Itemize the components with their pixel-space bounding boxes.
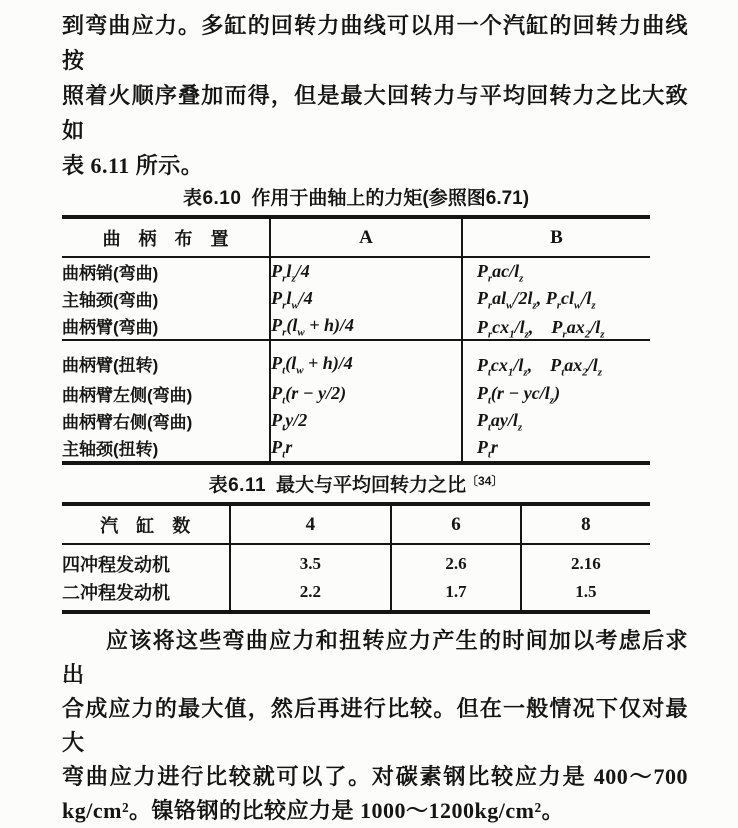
moments-formula-a: $P_r(l_w + h)/4$ — [270, 312, 462, 340]
closing-line: 应该将这些弯曲应力和扭转应力产生的时间加以考虑后求出 — [62, 628, 688, 687]
ratio-value: 3.5 — [230, 544, 392, 578]
ratio-table-caption-label: 表6.11 — [208, 475, 267, 496]
moments-formula-b: $P_tr$ — [462, 434, 650, 463]
moments-formula-b: $P_rcx_1/l_z$, $P_rax_2/l_z$ — [462, 312, 650, 340]
moments-formula-a: $P_rl_w/4$ — [270, 285, 462, 312]
moments-formula-b: $P_tay/l_z$ — [462, 407, 650, 434]
moments-formula-b: $P_ral_w/2l_z$, $P_rcl_w/l_z$ — [462, 285, 650, 312]
ratio-value: 2.16 — [521, 544, 650, 578]
ratio-value: 2.2 — [230, 578, 392, 612]
moments-row — [62, 380, 650, 407]
moments-row — [62, 257, 650, 285]
moments-row — [62, 312, 650, 340]
moments-row-label: 主轴颈(弯曲) — [62, 291, 159, 310]
moments-row — [62, 434, 650, 463]
moments-header-row — [62, 217, 650, 257]
moments-row-label: 曲柄臂(扭转) — [62, 340, 270, 380]
moments-table-caption-title: 作用于曲轴上的力矩(参照图6.71) — [251, 188, 530, 209]
ratio-header-row — [62, 504, 650, 544]
moments-row-label: 曲柄臂左侧(弯曲) — [62, 386, 193, 405]
ratio-row-label: 二冲程发动机 — [62, 583, 170, 603]
moments-col-arrangement: 曲 柄 布 置 — [62, 217, 270, 257]
ratio-row-label: 四冲程发动机 — [62, 555, 170, 575]
ratio-row — [62, 544, 650, 578]
intro-line: 表 6.11 所示。 — [62, 153, 204, 178]
moments-formula-a: $P_rl_z/4$ — [270, 257, 462, 285]
moments-formula-a: $P_t(l_w + h)/4$ — [270, 340, 462, 380]
moments-table — [62, 215, 650, 465]
ratio-row — [62, 578, 650, 612]
moments-formula-a: $P_t(r - y/2)$ — [270, 380, 462, 407]
moments-formula-b: $P_tcx_1/l_z$, $P_tax_2/l_z$ — [462, 340, 650, 380]
intro-line: 到弯曲应力。多缸的回转力曲线可以用一个汽缸的回转力曲线按 — [62, 13, 688, 73]
closing-line: 合成应力的最大值，然后再进行比较。但在一般情况下仅对最大 — [62, 696, 688, 755]
ratio-table-caption-superscript: 〔34〕 — [466, 474, 504, 488]
ratio-value: 2.6 — [391, 544, 520, 578]
moments-row — [62, 285, 650, 312]
moments-table-caption-label: 表6.10 — [182, 188, 242, 209]
moments-col-a: A — [270, 217, 462, 257]
ratio-col-6: 6 — [391, 504, 520, 544]
ratio-table — [62, 502, 650, 614]
ratio-col-cylinders: 汽 缸 数 — [62, 504, 230, 544]
ratio-table-caption-title: 最大与平均回转力之比 — [276, 475, 467, 496]
ratio-value: 1.7 — [391, 578, 520, 612]
moments-formula-a: $P_tr$ — [270, 434, 462, 463]
moments-formula-a: $P_ty/2$ — [270, 407, 462, 434]
moments-row-label: 曲柄臂右侧(弯曲) — [62, 413, 193, 432]
moments-formula-b: $P_rac/l_z$ — [462, 257, 650, 285]
moments-row — [62, 407, 650, 434]
ratio-col-8: 8 — [521, 504, 650, 544]
moments-row — [62, 340, 650, 380]
intro-line: 照着火顺序叠加而得，但是最大回转力与平均回转力之比大致如 — [62, 83, 688, 143]
ratio-col-4: 4 — [230, 504, 392, 544]
moments-formula-b: $P_t(r - yc/l_z)$ — [462, 380, 650, 407]
closing-line: kg/cm²。镍铬钢的比较应力是 1000～1200kg/cm²。 — [62, 798, 565, 823]
moments-row-label: 曲柄销(弯曲) — [62, 264, 159, 283]
moments-table-caption — [62, 188, 650, 210]
closing-line: 弯曲应力进行比较就可以了。对碳素钢比较应力是 400～700 — [62, 764, 688, 789]
moments-row-label: 曲柄臂(弯曲) — [62, 318, 159, 337]
moments-row-label: 主轴颈(扭转) — [62, 440, 159, 459]
intro-paragraph — [62, 8, 688, 183]
ratio-value: 1.5 — [521, 578, 650, 612]
ratio-table-caption — [62, 470, 650, 497]
moments-col-b: B — [462, 217, 650, 257]
